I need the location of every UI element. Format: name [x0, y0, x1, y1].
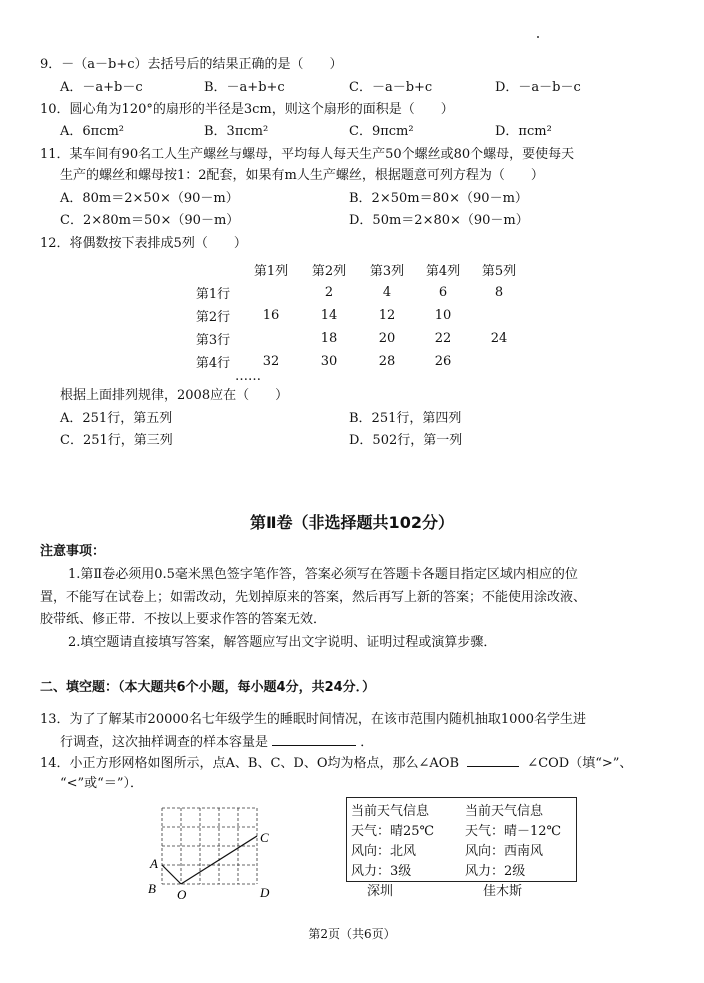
q10-option-a: A．6πcm² [60, 124, 125, 139]
q10-option-c: C．9πcm² [349, 124, 414, 139]
q14-line1 [40, 754, 632, 773]
label-d: D [260, 885, 270, 900]
table-cell: 12 [378, 308, 396, 323]
q9-option-d: D．－a－b－c [495, 80, 581, 95]
notice-label: 注意事项： [40, 544, 106, 559]
q10-stem: 10．圆心角为120°的扇形的半径是3cm，则这个扇形的面积是（ ） [40, 102, 454, 117]
table-cell: 14 [320, 308, 338, 323]
weather-right-wind-direction: 风向：西南风 [465, 844, 544, 859]
dashed-grid [162, 808, 257, 884]
table-cell: 2 [324, 285, 334, 300]
grid-figure [140, 800, 290, 905]
weather-right-condition: 天气：晴－12℃ [465, 824, 562, 839]
q12-followup: 根据上面排列规律，2008应在（ ） [60, 388, 289, 403]
notice-2: 2.填空题请直接填写答案，解答题应写出文字说明、证明过程或演算步骤． [68, 635, 497, 650]
section-title: 第Ⅱ卷（非选择题共102分） [250, 513, 454, 532]
table-cell [471, 350, 527, 373]
q11-option-b: B．2×50m＝80×（90－m） [349, 191, 528, 206]
table-ellipsis: …… [235, 369, 261, 384]
q11-stem-line2: 生产的螺丝和螺母按1：2配套，如果有m人生产螺丝，根据题意可列方程为（ ） [60, 168, 544, 183]
table-cell: 18 [320, 331, 338, 346]
table-row [183, 281, 527, 304]
q12-option-d: D．502行，第一列 [349, 433, 463, 448]
table-cell: 26 [434, 354, 452, 369]
q10-option-d: D．πcm² [495, 124, 552, 139]
q13-answer-blank[interactable] [272, 733, 356, 746]
table-cell [243, 327, 299, 350]
q12-option-c: C．251行，第三列 [60, 433, 173, 448]
table-cell: 第4行 [195, 356, 231, 371]
table-cell: 4 [382, 285, 392, 300]
table-cell: 8 [494, 285, 504, 300]
q14-text: 14．小正方形网格如图所示，点A、B、C、D、O均为格点，那么∠AOB [40, 756, 460, 771]
table-header-cell [183, 258, 243, 281]
table-header-cell: 第2列 [311, 264, 347, 279]
q14-answer-blank[interactable] [467, 754, 519, 767]
table-cell: 30 [320, 354, 338, 369]
q14-text-2: ∠COD（填“>”、 [527, 756, 633, 771]
q11-option-c: C．2×80m＝50×（90－m） [60, 213, 240, 228]
table-cell: 24 [490, 331, 508, 346]
table-header-cell: 第4列 [425, 264, 461, 279]
table-cell [243, 281, 299, 304]
weather-left-condition: 天气：晴25℃ [351, 824, 435, 839]
label-a: A [150, 856, 158, 871]
even-number-table [183, 258, 527, 373]
part-title: 二、填空题：（本大题共6个小题，每小题4分，共24分．） [40, 680, 376, 695]
page-footer: 第2页（共6页） [308, 927, 396, 941]
q10-option-b: B．3πcm² [204, 124, 269, 139]
table-cell: 22 [434, 331, 452, 346]
table-row [183, 304, 527, 327]
q9-option-b: B．－a+b+c [204, 80, 285, 95]
weather-right-wind-force: 风力：2级 [465, 864, 526, 879]
weather-left-title: 当前天气信息 [351, 804, 430, 819]
notice-1-line1: 1.第Ⅱ卷必须用0.5毫米黑色签字笔作答，答案必须写在答题卡各题目指定区域内相应的位 [68, 567, 578, 582]
table-header-cell: 第5列 [481, 264, 517, 279]
notice-1-line3: 胶带纸、修正带．不按以上要求作答的答案无效． [40, 612, 327, 627]
q11-option-d: D．50m＝2×80×（90－m） [349, 213, 529, 228]
q13-line2 [60, 733, 373, 752]
q13-line1: 13．为了了解某市20000名七年级学生的睡眠时间情况，在该市范围内随机抽取1000名学生进 [40, 712, 586, 727]
q9-option-a: A．－a+b－c [60, 80, 143, 95]
table-row [183, 327, 527, 350]
q12-option-a: A．251行，第五列 [60, 411, 173, 426]
segment-oa [162, 865, 181, 884]
q11-option-a: A．80m＝2×50×（90－m） [60, 191, 239, 206]
table-cell: 10 [434, 308, 452, 323]
q9-option-c: C．－a－b+c [349, 80, 433, 95]
weather-left-city: 深圳 [367, 884, 394, 899]
table-cell [471, 304, 527, 327]
notice-1-line2: 置，不能写在试卷上；如需改动，先划掉原来的答案，然后再写上新的答案；不能使用涂改液、 [40, 590, 587, 605]
label-o: O [177, 887, 187, 902]
q12-option-b: B．251行，第四列 [349, 411, 462, 426]
table-cell: 20 [378, 331, 396, 346]
table-cell: 第1行 [195, 287, 231, 302]
label-b: B [148, 881, 156, 896]
q12-stem: 12．将偶数按下表排成5列（ ） [40, 236, 247, 251]
weather-right-title: 当前天气信息 [465, 804, 544, 819]
table-header-row [183, 258, 527, 281]
weather-right-city: 佳木斯 [483, 884, 523, 899]
weather-left-wind-direction: 风向：北风 [351, 844, 417, 859]
table-cell: 32 [262, 354, 280, 369]
stray-dot [537, 36, 539, 38]
q11-stem-line1: 11．某车间有90名工人生产螺丝与螺母，平均每人每天生产50个螺丝或80个螺母，要使每天 [40, 147, 575, 162]
table-cell: 第2行 [195, 310, 231, 325]
table-cell: 第3行 [195, 333, 231, 348]
weather-left-wind-force: 风力：3级 [351, 864, 412, 879]
q9-stem: 9．－（a－b+c）去括号后的结果正确的是（ ） [40, 57, 343, 72]
q13-end: ． [360, 735, 374, 750]
weather-info-box [346, 797, 577, 899]
q14-line2: “<”或“＝”）． [60, 776, 143, 791]
table-cell: 6 [438, 285, 448, 300]
label-c: C [260, 830, 269, 845]
table-cell: 28 [378, 354, 396, 369]
table-header-cell: 第1列 [253, 264, 289, 279]
q13-text: 行调查，这次抽样调查的样本容量是 [60, 735, 269, 750]
table-header-cell: 第3列 [369, 264, 405, 279]
table-cell: 16 [262, 308, 280, 323]
